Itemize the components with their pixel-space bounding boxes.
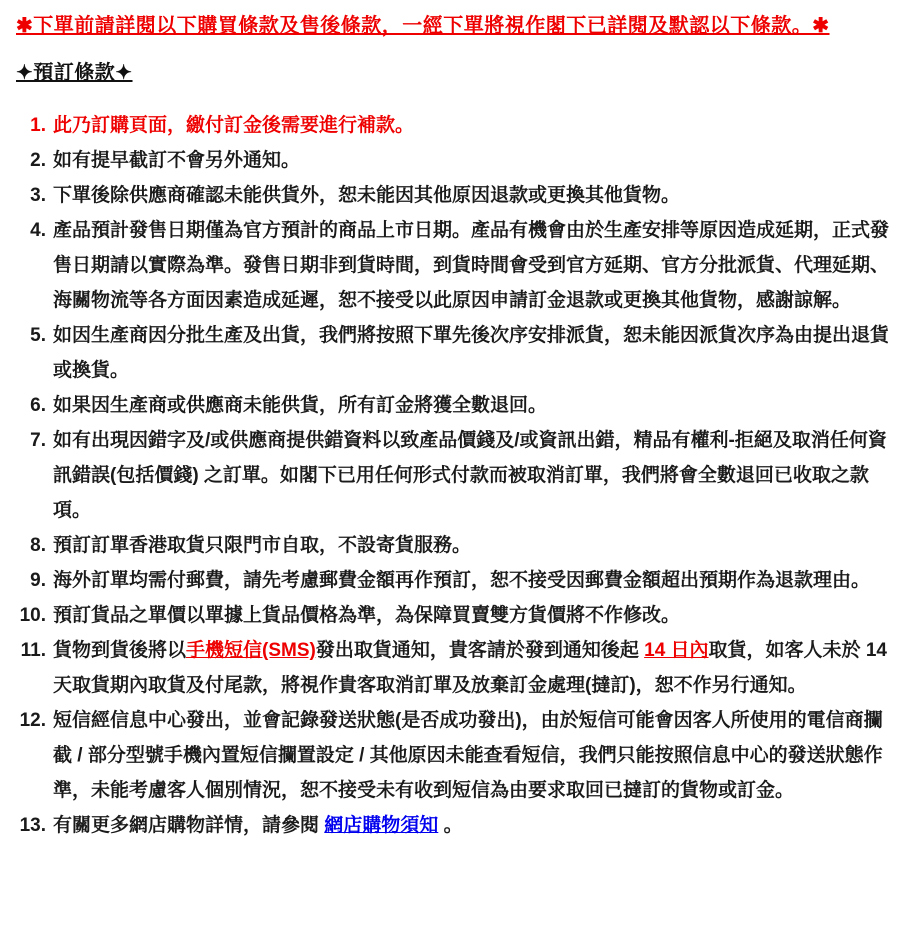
terms-list	[16, 108, 899, 843]
term-text	[53, 108, 899, 143]
term-text-segment: 預訂貨品之單價以單據上貨品價格為準，為保障買賣雙方貨價將不作修改。	[53, 605, 681, 626]
term-text	[53, 143, 899, 178]
term-number: 6.	[30, 395, 46, 416]
term-text	[53, 528, 899, 563]
term-text-segment: 下單後除供應商確認未能供貨外，恕未能因其他原因退款或更換其他貨物。	[53, 185, 681, 206]
term-text-segment: 如有出現因錯字及/或供應商提供錯資料以致產品價錢及/或資訊出錯，精品有權利-拒絕及取消任何資訊錯誤(包括價錢) 之訂單。如閣下已用任何形式付款而被取消訂單，我們將會全數退回已收取之款項。	[53, 430, 887, 521]
term-number: 9.	[30, 570, 46, 591]
term-number: 5.	[30, 325, 46, 346]
term-item-4	[16, 213, 899, 318]
term-item-13	[16, 808, 899, 843]
term-text-segment: 有關更多網店購物詳情，請參閱	[53, 815, 325, 836]
term-text	[53, 423, 899, 528]
term-text-segment: 取貨，如客人未於 14 天取貨期內取貨及付尾款，將視作貴客取消訂單及放棄訂金處理(撻訂)，恕不作另行通知。	[53, 640, 887, 696]
term-item-7	[16, 423, 899, 528]
term-text-segment: 。	[438, 815, 463, 836]
term-item-3	[16, 178, 899, 213]
term-number: 7.	[30, 430, 46, 451]
term-text-segment: 海外訂單均需付郵費，請先考慮郵費金額再作預訂，恕不接受因郵費金額超出預期作為退款理由。	[53, 570, 871, 591]
term-number: 2.	[30, 150, 46, 171]
term-item-8	[16, 528, 899, 563]
term-number: 4.	[30, 220, 46, 241]
term-number: 1.	[30, 115, 46, 136]
term-number: 13.	[19, 815, 46, 836]
term-text-segment: 預訂訂單香港取貨只限門市自取，不設寄貨服務。	[53, 535, 472, 556]
store-shopping-guide-link[interactable]: 網店購物須知	[324, 815, 439, 836]
highlighted-term-text: 手機短信(SMS)	[186, 640, 316, 661]
term-text-segment: 產品預計發售日期僅為官方預計的商品上市日期。產品有機會由於生產安排等原因造成延期，正式發售日期請以實際為準。發售日期非到貨時間，到貨時間會受到官方延期、官方分批派貨、代理延期、海關物流等各方面因素造成延遲，恕不接受以此原因申請訂金退款或更換其他貨物，感謝諒解。	[53, 220, 890, 311]
term-number: 12.	[19, 710, 46, 731]
term-text-segment: 如果因生產商或供應商未能供貨，所有訂金將獲全數退回。	[53, 395, 548, 416]
term-item-5	[16, 318, 899, 388]
term-text	[53, 388, 899, 423]
term-text-segment: 發出取貨通知，貴客請於發到通知後起	[315, 640, 645, 661]
term-text	[53, 808, 899, 843]
term-text	[53, 318, 899, 388]
term-text-segment: 貨物到貨後將以	[53, 640, 187, 661]
term-number: 3.	[30, 185, 46, 206]
term-item-12	[16, 703, 899, 808]
term-item-2	[16, 143, 899, 178]
term-text	[53, 563, 899, 598]
term-item-10	[16, 598, 899, 633]
highlighted-term-text: 14 日內	[644, 640, 709, 661]
term-text-segment: 如因生產商因分批生產及出貨，我們將按照下單先後次序安排派貨，恕未能因派貨次序為由提出退貨或換貨。	[53, 325, 890, 381]
term-number: 10.	[19, 605, 46, 626]
term-text	[53, 703, 899, 808]
term-item-6	[16, 388, 899, 423]
term-item-1	[16, 108, 899, 143]
term-text	[53, 213, 899, 318]
term-text-segment: 短信經信息中心發出，並會記錄發送狀態(是否成功發出)，由於短信可能會因客人所使用的電信商攔截 / 部分型號手機內置短信攔置設定 / 其他原因未能查看短信，我們只能按照信息中心的發送狀態作準，未能考慮客人個別情況，恕不接受未有收到短信為由要求取回已撻訂的貨物或訂金。	[53, 710, 883, 801]
term-number: 11.	[20, 640, 46, 661]
term-number: 8.	[30, 535, 46, 556]
term-text	[53, 178, 899, 213]
term-item-11	[16, 633, 899, 703]
pre-order-terms-heading: ✦預訂條款✦	[16, 62, 133, 84]
term-text	[53, 633, 899, 703]
pre-order-warning-notice: ✱下單前請詳閱以下購買條款及售後條款，一經下單將視作閣下已詳閱及默認以下條款。✱	[16, 15, 830, 37]
term-text-segment: 如有提早截訂不會另外通知。	[53, 150, 301, 171]
term-text	[53, 598, 899, 633]
term-item-9	[16, 563, 899, 598]
term-text-segment: 此乃訂購頁面，繳付訂金後需要進行補款。	[53, 115, 415, 136]
